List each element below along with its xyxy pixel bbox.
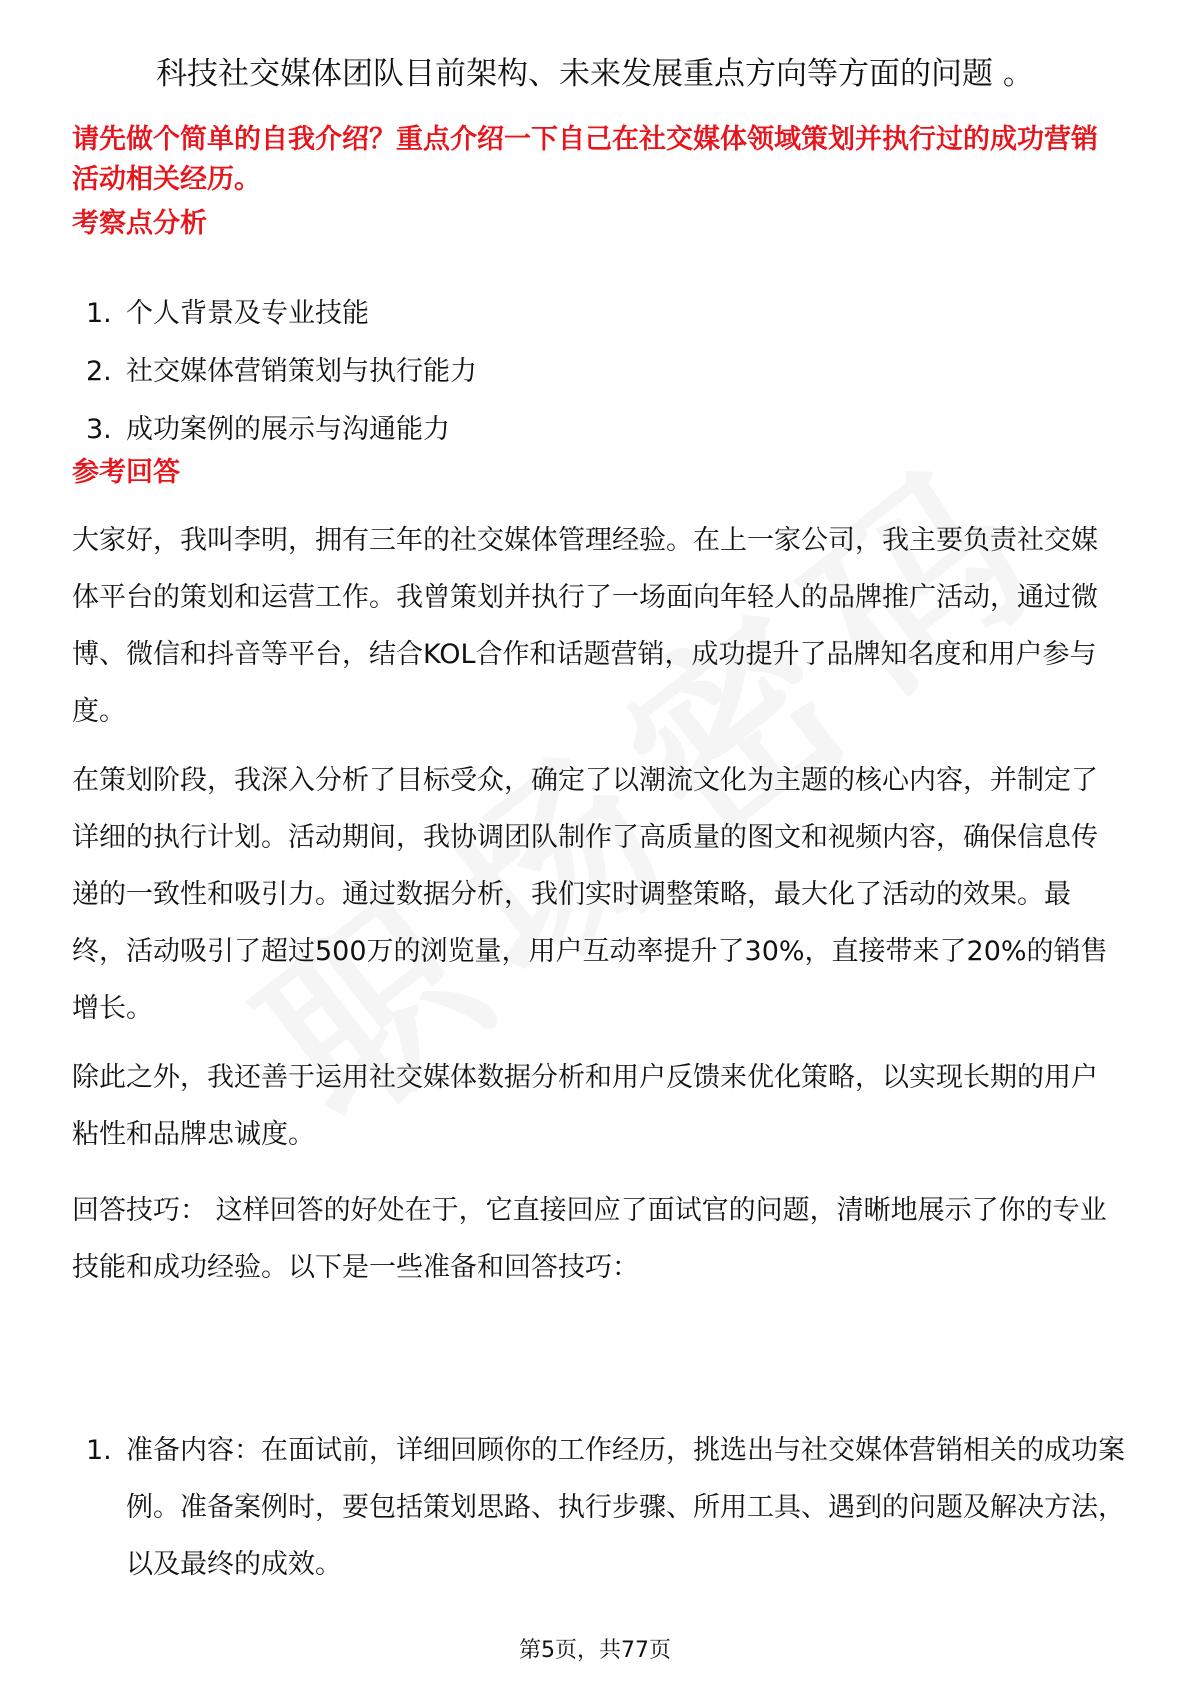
- list-number: 1.: [86, 1435, 112, 1466]
- list-item: [86, 1422, 1126, 1593]
- tips-intro-paragraph: 回答技巧： 这样回答的好处在于，它直接回应了面试官的问题，清晰地展示了你的专业技能和成功经验。以下是一些准备和回答技巧：: [72, 1195, 1107, 1283]
- list-item: [86, 352, 477, 410]
- list-item-text: 社交媒体营销策划与执行能力: [126, 356, 477, 387]
- list-item-text: 准备内容：在面试前，详细回顾你的工作经历，挑选出与社交媒体营销相关的成功案例。准备案例时，要包括策划思路、执行步骤、所用工具、遇到的问题及解决方法，以及最终的成效。: [126, 1435, 1125, 1580]
- list-number: 2.: [86, 356, 112, 387]
- question-text: 请先做个简单的自我介绍？重点介绍一下自己在社交媒体领域策划并执行过的成功营销活动相关经历。: [72, 124, 1098, 195]
- answer-heading: 参考回答: [72, 457, 180, 488]
- list-item: [86, 294, 477, 352]
- list-item-text: 个人背景及专业技能: [126, 298, 369, 329]
- list-item-text: 成功案例的展示与沟通能力: [126, 414, 450, 445]
- page-footer: 第5页，共77页: [519, 1638, 671, 1663]
- answer-paragraph: 大家好，我叫李明，拥有三年的社交媒体管理经验。在上一家公司，我主要负责社交媒体平台的策划和运营工作。我曾策划并执行了一场面向年轻人的品牌推广活动，通过微博、微信和抖音等平台，结合KOL合作和话题营销，成功提升了品牌知名度和用户参与度。: [72, 525, 1098, 727]
- page-title: 科技社交媒体团队目前架构、未来发展重点方向等方面的问题 。: [156, 56, 1034, 92]
- tips-list: [86, 1422, 1126, 1593]
- answer-paragraph: 在策划阶段，我深入分析了目标受众，确定了以潮流文化为主题的核心内容，并制定了详细的执行计划。活动期间，我协调团队制作了高质量的图文和视频内容，确保信息传递的一致性和吸引力。通过数据分析，我们实时调整策略，最大化了活动的效果。最终，活动吸引了超过500万的浏览量，用户互动率提升了30%，直接带来了20%的销售增长。: [72, 765, 1108, 1024]
- analysis-list: [86, 294, 477, 468]
- list-number: 1.: [86, 298, 112, 329]
- analysis-heading: 考察点分析: [72, 208, 207, 239]
- answer-paragraph: 除此之外，我还善于运用社交媒体数据分析和用户反馈来优化策略，以实现长期的用户粘性和品牌忠诚度。: [72, 1062, 1098, 1150]
- list-number: 3.: [86, 414, 112, 445]
